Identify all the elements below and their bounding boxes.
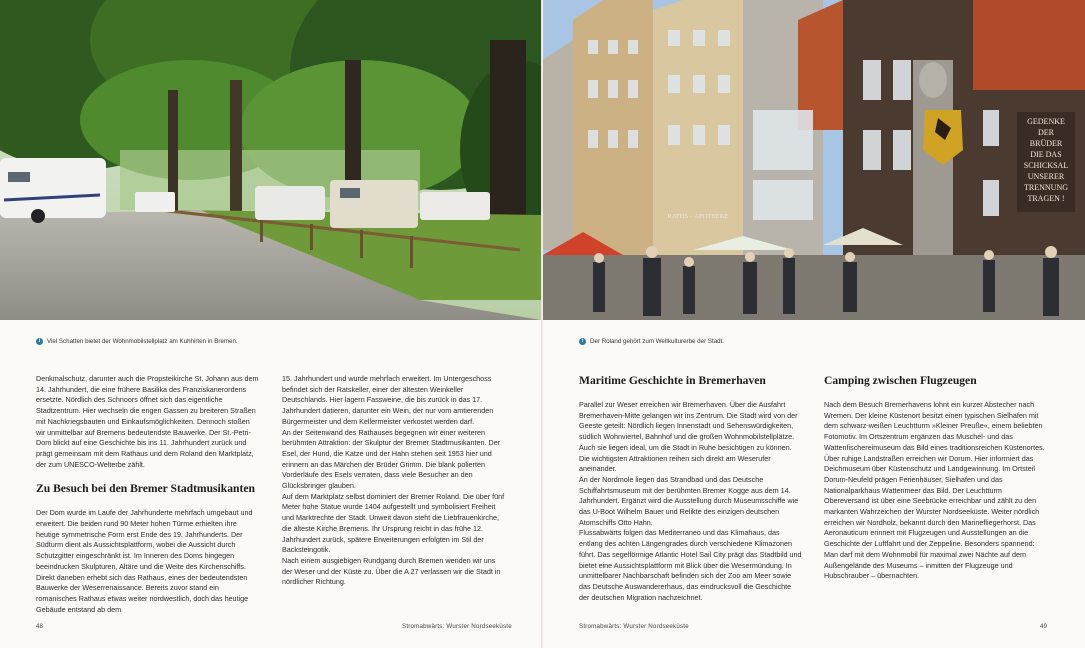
svg-text:UNSERER: UNSERER	[1027, 172, 1065, 181]
running-footer-right: Stromabwärts: Wurster Nordseeküste	[579, 623, 689, 630]
running-footer-left: Stromabwärts: Wurster Nordseeküste	[402, 623, 512, 630]
text-column-1	[36, 374, 260, 615]
text-column-3	[579, 374, 803, 603]
svg-text:BRÜDER: BRÜDER	[1029, 139, 1063, 148]
paragraph: An der Nordmole liegen das Strandbad und das Deutsche Schiffahrtsmuseum mit der berühmten Bremer Kogge aus dem 14. Jahrhundert. Ergänzt wird die Ausstellung durch Museumsschiffe wie das U-Boot Wilhelm Bauer und Relikte des einzigen deutschen Atomschiffs Otto Hahn.	[579, 474, 799, 527]
shop-sign: RATHS – APOTHEKE	[667, 213, 729, 220]
paragraph: Der Dom wurde im Laufe der Jahrhunderte mehrfach umgebaut und erweitert. Die beiden rund 90 Meter hohen Türme erhielten ihre heutige symmetrische Form erst Ende des 19. Jahrhunderts. Der Südturm dient als Aussichtsplattform, wobei die Aussicht durch Schutzgitter eingeschränkt ist. Im Inneren des Doms hingegen beeindrucken Skulpturen, Altäre und die Weite des Kirchenschiffs. Direkt daneben erhebt sich das Rathaus, eines der bedeutendsten Bauwerke der Weserrenaissance. Bereits zuvor stand ein romanisches Rathaus etwas weiter nordwestlich, doch das heutige Gebäude entstand ab dem	[36, 508, 253, 614]
paragraph: Nach dem Besuch Bremerhavens lohnt ein kurzer Abstecher nach Wremen. Der kleine Küstenort besitzt einen typischen Sielhafen mit dem schwarz-weißen Leuchtturm »Kleiner Preuße«, einem beliebten Fotomotiv. Im Ortszentrum ergänzen das Muschel- und das Wattenfischereimuseum das Bild eines traditionsreichen Küstenortes. Über ruhige Landstraßen erreichen wir Dorum. Hier informiert das Deichmuseum über Küstenschutz und Landgewinnung. Im Ortsteil Dorum-Neufeld prägen Ferienhäuser, Sielhafen und das Nationalparkhaus Wattenmeer das Bild. Der Leuchtturm Obereversand ist über eine Seebrücke erreichbar und zählt zu den markanten Wahrzeichen der Wurster Nordseeküste. Weiter nördlich erreichen wir Nordholz, bekannt durch den Marinefliegerhorst. Das Aeronauticum erinnert mit Flugzeugen und Ausstellungen an die Geschichte der Luftfahrt und der Zeppeline. Besonders spannend: Man darf mit dem Wohnmobil für maximal zwei Nächte auf dem Außengelände des Museums – inmitten der Flugzeuge und Hubschrauber – übernachten.	[824, 400, 1045, 581]
text-column-4	[824, 374, 1048, 582]
caption-left	[36, 338, 238, 345]
svg-text:DIE DAS: DIE DAS	[1030, 150, 1062, 159]
photo-caravan-park	[0, 0, 541, 320]
paragraph: Nach einem ausgiebigen Rundgang durch Bremen wenden wir uns der Weser und der Küste zu. Über die A 27 verlassen wir die Stadt in nördlicher Richtung.	[282, 555, 501, 587]
section-heading: Zu Besuch bei den Bremer Stadtmusikanten	[36, 482, 255, 496]
paragraph: 15. Jahrhundert und wurde mehrfach erweitert. Im Untergeschoss befindet sich der Ratskeller, einer der ältesten Weinkeller Deutschlands. Hier lagern Fassweine, die bis zurück in das 17. Jahrhundert datieren, darunter ein Wein, der nur vom amtierenden Bürgermeister und dem Kellermeister verkostet werden darf.	[282, 374, 494, 426]
section-heading: Maritime Geschichte in Bremerhaven	[579, 374, 766, 387]
page-number-left: 48	[36, 623, 43, 630]
svg-text:SCHICKSAL: SCHICKSAL	[1023, 161, 1069, 170]
paragraph: Flussabwärts folgen das Mediterraneo und das Klimahaus, das entlang des achten Längengrades durch verschiedene Klimazonen führt. Das segelförmige Atlantic Hotel Sail City prägt das Stadtbild und bietet eine Aussichtsplattform mit Blick über die Wesermündung. In unmittelbarer Nachbarschaft befinden sich der Zoo am Meer sowie das Deutsche Auswandererhaus, das eindrucksvoll die Geschichte der deutschen Migration nachzeichnet.	[579, 528, 802, 602]
page-number-right: 49	[1040, 623, 1047, 630]
paragraph: Denkmalschutz, darunter auch die Propsteikirche St. Johann aus dem 14. Jahrhundert, die eine frühere Basilika des Franziskanerordens ersetzte. Nördlich des Schnoors öffnet sich das eigentliche Stadtzentrum. Hier wechseln die engen Gassen zu breiteren Straßen mit Nachkriegsbauten und Einkaufsmöglichkeiten. Dennoch stoßen wir unmittelbar auf Bremens bedeutendste Bauwerke. Der St.-Petri-Dom blickt auf eine Geschichte bis ins 11. Jahrhundert zurück und prägt gemeinsam mit dem Rathaus und dem Roland den Marktplatz, der zum UNESCO-Welterbe zählt.	[36, 374, 259, 469]
caption-right	[579, 338, 724, 345]
paragraph: Auf dem Marktplatz selbst dominiert der Bremer Roland. Die über fünf Meter hohe Statue wurde 1404 aufgestellt und symbolisiert Freiheit und Marktrechte der Stadt. Unweit davon steht die Liebfrauenkirche, die älteste Kirche Bremens. Ihr Ursprung reicht in das frühe 12. Jahrhundert zurück, spätere Erweiterungen erfolgten im Stil der Backsteingotik.	[282, 491, 505, 555]
photo-roland-marketplace	[543, 0, 1085, 320]
caption-left-text: Viel Schatten bietet der Wohnmobilstellplatz am Kuhhirten in Bremen.	[47, 338, 238, 345]
svg-text:TRENNUNG: TRENNUNG	[1024, 183, 1068, 192]
section-heading: Camping zwischen Flugzeugen	[824, 374, 977, 387]
svg-text:GEDENKE: GEDENKE	[1027, 117, 1065, 126]
svg-text:DER: DER	[1038, 128, 1054, 137]
caption-right-text: Der Roland gehört zum Weltkulturerbe der Stadt.	[590, 338, 725, 345]
svg-text:TRAGEN !: TRAGEN !	[1027, 194, 1065, 203]
info-icon: i	[579, 338, 586, 345]
info-icon: i	[36, 338, 43, 345]
text-column-2	[282, 374, 506, 588]
paragraph: An der Seitenwand des Rathauses begegnen wir einer weiteren berühmten Attraktion: der Skulptur der Bremer Stadtmusikanten. Der Esel, der Hund, die Katze und der Hahn stehen seit 1953 hier und erinnern an das Märchen der Brüder Grimm. Die blank polierten Vorderläufe des Esels verraten, dass viele Besucher an den Glücksbringer glauben.	[282, 427, 501, 491]
paragraph: Parallel zur Weser erreichen wir Bremerhaven. Über die Ausfahrt Bremerhaven-Mitte gelangen wir ins Zentrum. Die Stadt wird von der Geeste geteilt: Nördlich liegen Innenstadt und Sehenswürdigkeiten, südlich Wohnviertel, Bahnhof und die großen Wohnmobilstellplätze. Auch sie liegen ideal, um die Stadt in Ruhe besichtigen zu können. Die wichtigsten Attraktionen reihen sich direkt am Weserufer aneinander.	[579, 400, 798, 474]
